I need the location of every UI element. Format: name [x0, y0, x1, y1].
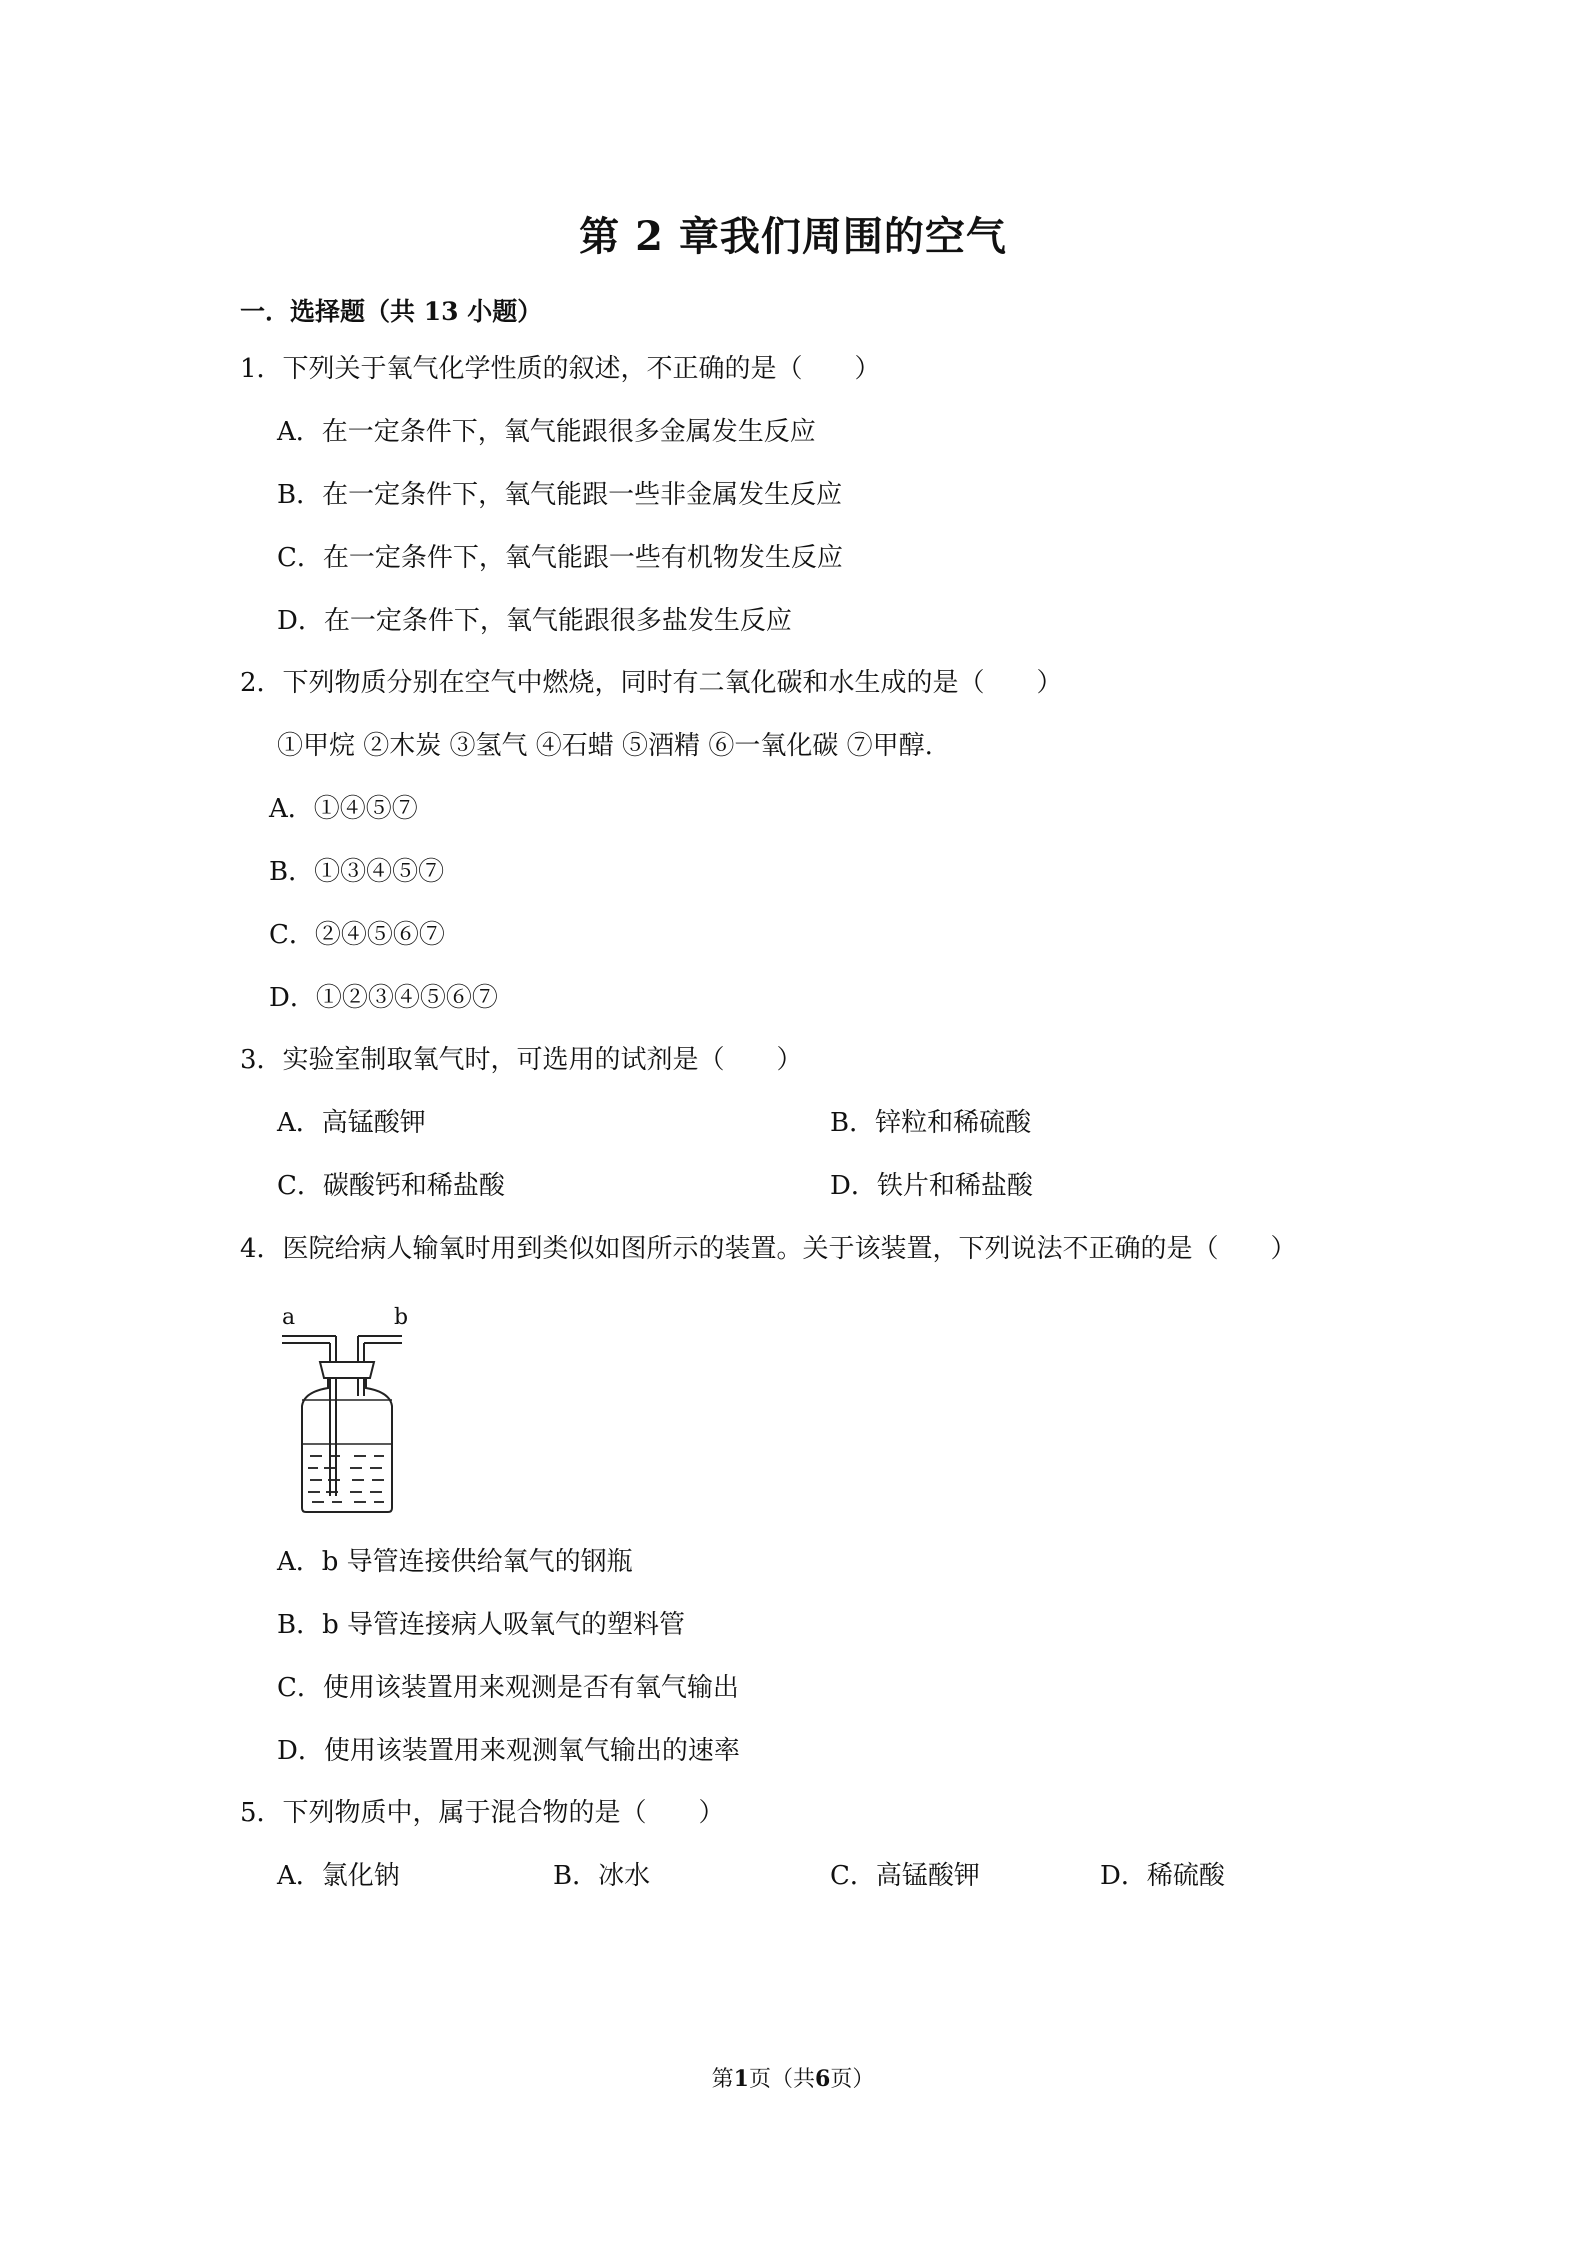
footer-prefix: 第	[711, 2067, 734, 2092]
footer-middle: 页（共	[748, 2067, 815, 2092]
tube-label-a: a	[282, 1305, 296, 1330]
question-5-stem: 5．下列物质中，属于混合物的是（ ）	[240, 1798, 725, 1828]
question-3-option-d: D．铁片和稀盐酸	[830, 1171, 1033, 1201]
question-4-option-a: A．b 导管连接供给氧气的钢瓶	[277, 1547, 633, 1577]
question-1-option-c: C．在一定条件下，氧气能跟一些有机物发生反应	[277, 543, 843, 573]
question-3-option-b: B．锌粒和稀硫酸	[830, 1108, 1032, 1138]
question-2-substance-list: ①甲烷 ②木炭 ③氢气 ④石蜡 ⑤酒精 ⑥一氧化碳 ⑦甲醇.	[277, 731, 933, 761]
question-5-option-c: C．高锰酸钾	[830, 1861, 980, 1891]
question-4-stem: 4．医院给病人输氧时用到类似如图所示的装置。关于该装置，下列说法不正确的是（ ）	[240, 1234, 1297, 1264]
page-footer	[0, 2062, 1586, 2093]
question-3-option-c: C．碳酸钙和稀盐酸	[277, 1171, 505, 1201]
question-4-option-b: B．b 导管连接病人吸氧气的塑料管	[277, 1610, 686, 1640]
question-5-option-d: D．稀硫酸	[1100, 1861, 1225, 1891]
question-4-option-d: D．使用该装置用来观测氧气输出的速率	[277, 1736, 740, 1766]
question-1-option-b: B．在一定条件下，氧气能跟一些非金属发生反应	[277, 480, 843, 510]
question-5-option-a: A．氯化钠	[277, 1861, 400, 1891]
question-2-stem: 2．下列物质分别在空气中燃烧，同时有二氧化碳和水生成的是（ ）	[240, 668, 1063, 698]
tube-label-b: b	[394, 1305, 409, 1330]
question-3-option-a: A．高锰酸钾	[277, 1108, 426, 1138]
question-2-option-b: B．①③④⑤⑦	[269, 857, 445, 887]
question-1-option-a: A．在一定条件下，氧气能跟很多金属发生反应	[277, 417, 816, 447]
question-3-stem: 3．实验室制取氧气时，可选用的试剂是（ ）	[240, 1045, 803, 1075]
footer-page-number: 1	[733, 2066, 749, 2092]
question-1-option-d: D．在一定条件下，氧气能跟很多盐发生反应	[277, 606, 792, 636]
section-heading: 一．选择题（共 13 小题）	[240, 297, 543, 326]
question-5-option-b: B．冰水	[553, 1861, 651, 1891]
question-4-option-c: C．使用该装置用来观测是否有氧气输出	[277, 1673, 739, 1703]
footer-total-pages: 6	[815, 2066, 831, 2092]
question-2-option-a: A．①④⑤⑦	[269, 794, 418, 824]
page-title: 第 2 章我们周围的空气	[579, 213, 1007, 260]
question-2-option-c: C．②④⑤⑥⑦	[269, 920, 445, 950]
gas-washing-bottle-diagram	[278, 1296, 418, 1520]
footer-suffix: 页）	[830, 2067, 875, 2092]
question-2-option-d: D．①②③④⑤⑥⑦	[269, 983, 498, 1013]
question-1-stem: 1．下列关于氧气化学性质的叙述，不正确的是（ ）	[240, 354, 881, 384]
